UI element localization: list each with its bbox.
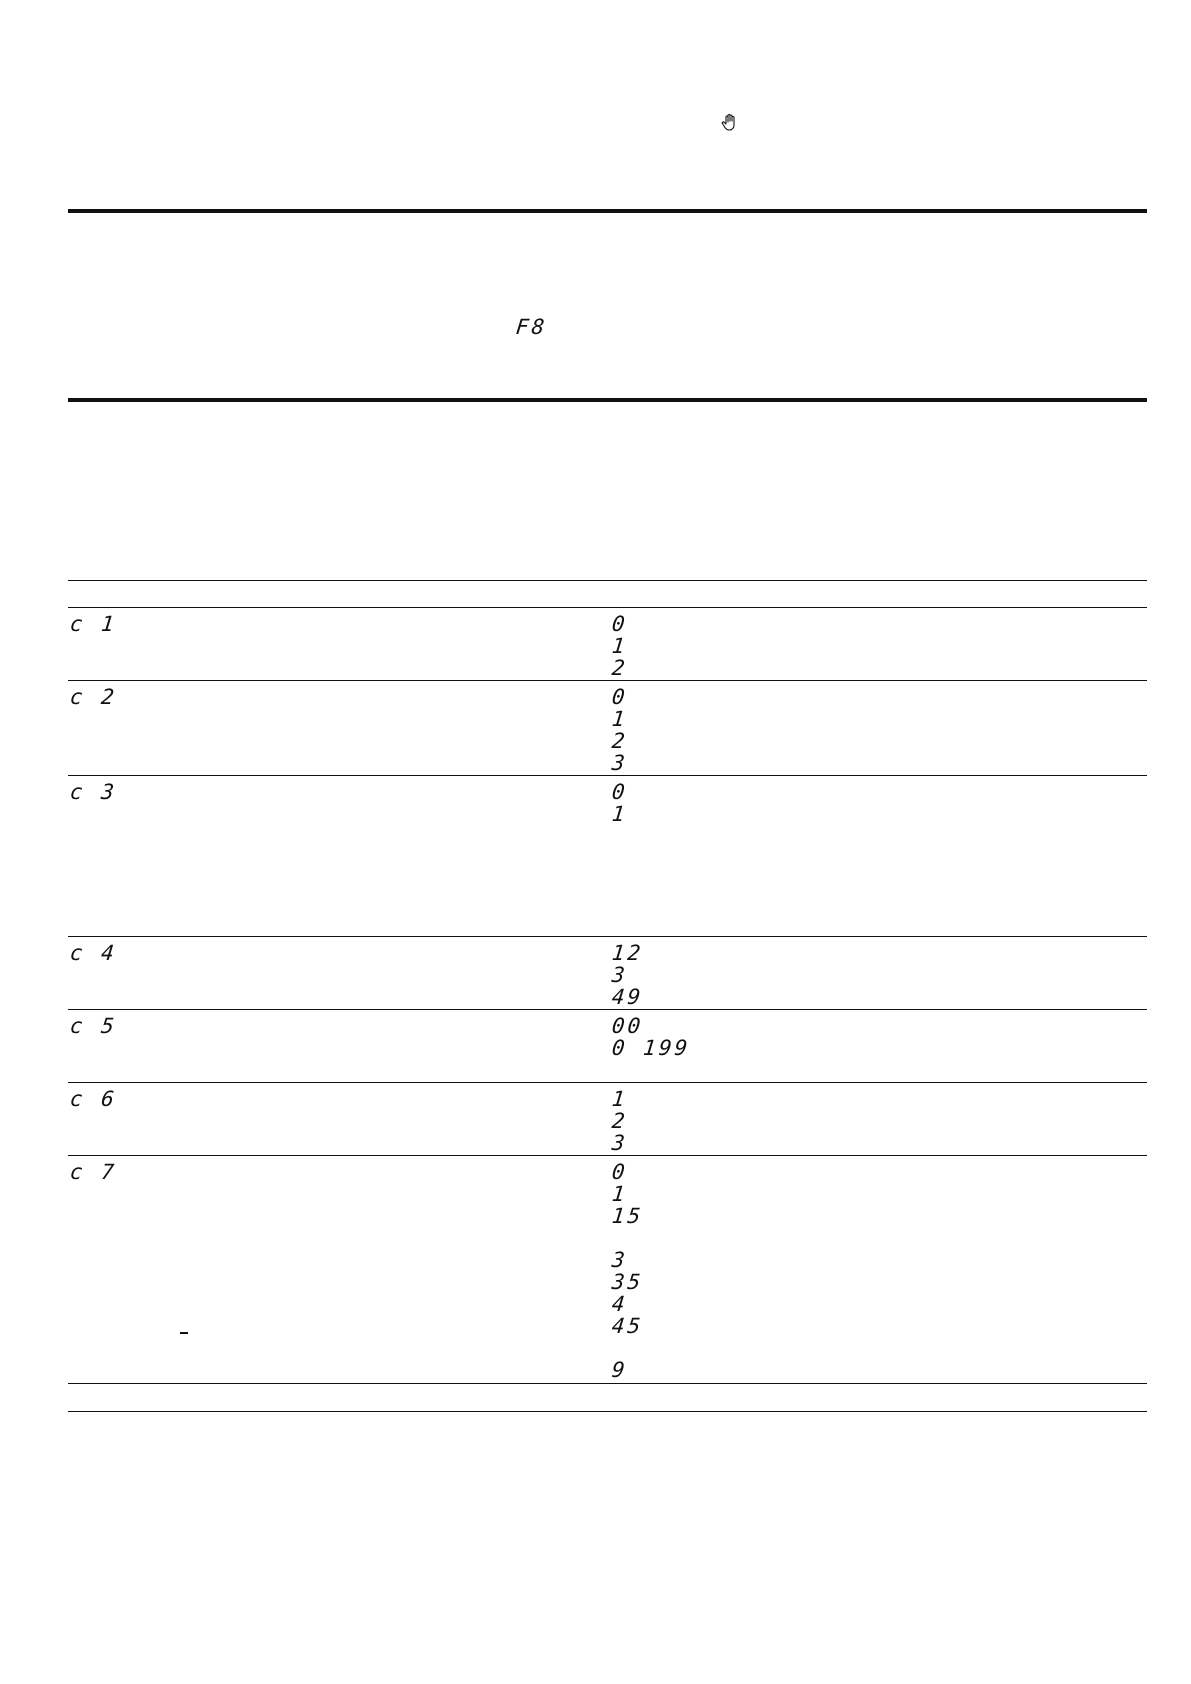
setting-values-c2 (612, 686, 628, 774)
setting-value: 1 (610, 634, 629, 658)
setting-code-c7: c 7 (68, 1160, 119, 1184)
setting-value: 12 (610, 941, 645, 965)
table-rule-bottom (68, 1411, 1147, 1412)
setting-value: 1 (610, 1182, 629, 1206)
setting-value: 3 (610, 751, 629, 775)
table-row-divider (68, 1155, 1147, 1156)
c7-note-mark (180, 1332, 188, 1334)
setting-value: 0 (610, 780, 629, 804)
setting-values-c3 (612, 781, 628, 825)
setting-value: 0 (610, 1160, 629, 1184)
setting-value: 3 (610, 963, 629, 987)
setting-values-c4 (612, 942, 643, 1008)
table-row-divider (68, 680, 1147, 681)
table-row-divider (68, 936, 1147, 937)
table-row-divider (68, 1009, 1147, 1010)
setting-values-c1 (612, 613, 628, 679)
setting-value: 0 (610, 612, 629, 636)
setting-value: 1 (610, 1087, 629, 1111)
setting-code-c4: c 4 (68, 941, 119, 965)
setting-values-c5 (612, 1015, 690, 1059)
setting-value: 3 (610, 1248, 629, 1272)
table-rule-header-top (68, 580, 1147, 581)
setting-value: 9 (610, 1358, 629, 1382)
setting-value: 45 (610, 1314, 645, 1338)
table-rule-header-bottom (68, 607, 1147, 608)
error-display-code: F8 (514, 315, 549, 339)
table-row-divider (68, 1082, 1147, 1083)
setting-value: 1 (610, 707, 629, 731)
setting-values-c7 (612, 1161, 643, 1381)
setting-value: 1 (610, 802, 629, 826)
setting-value: 2 (610, 656, 629, 680)
setting-value: 0 (610, 685, 629, 709)
setting-value: 2 (610, 1109, 629, 1133)
setting-value: 00 (610, 1014, 645, 1038)
section-rule-top (68, 209, 1147, 213)
table-row-divider (68, 1383, 1147, 1384)
setting-value: 15 (610, 1204, 645, 1228)
setting-code-c3: c 3 (68, 780, 119, 804)
setting-code-c5: c 5 (68, 1014, 119, 1038)
setting-value: 4 (610, 1292, 629, 1316)
setting-values-c6 (612, 1088, 628, 1154)
setting-value: 49 (610, 985, 645, 1009)
hand-touch-icon (721, 113, 739, 133)
setting-value: 3 (610, 1131, 629, 1155)
setting-value: 35 (610, 1270, 645, 1294)
setting-value: 2 (610, 729, 629, 753)
setting-value: 0 199 (610, 1036, 692, 1060)
setting-code-c2: c 2 (68, 685, 119, 709)
section-rule-bottom (68, 398, 1147, 402)
setting-code-c6: c 6 (68, 1087, 119, 1111)
setting-code-c1: c 1 (68, 612, 119, 636)
table-row-divider (68, 775, 1147, 776)
